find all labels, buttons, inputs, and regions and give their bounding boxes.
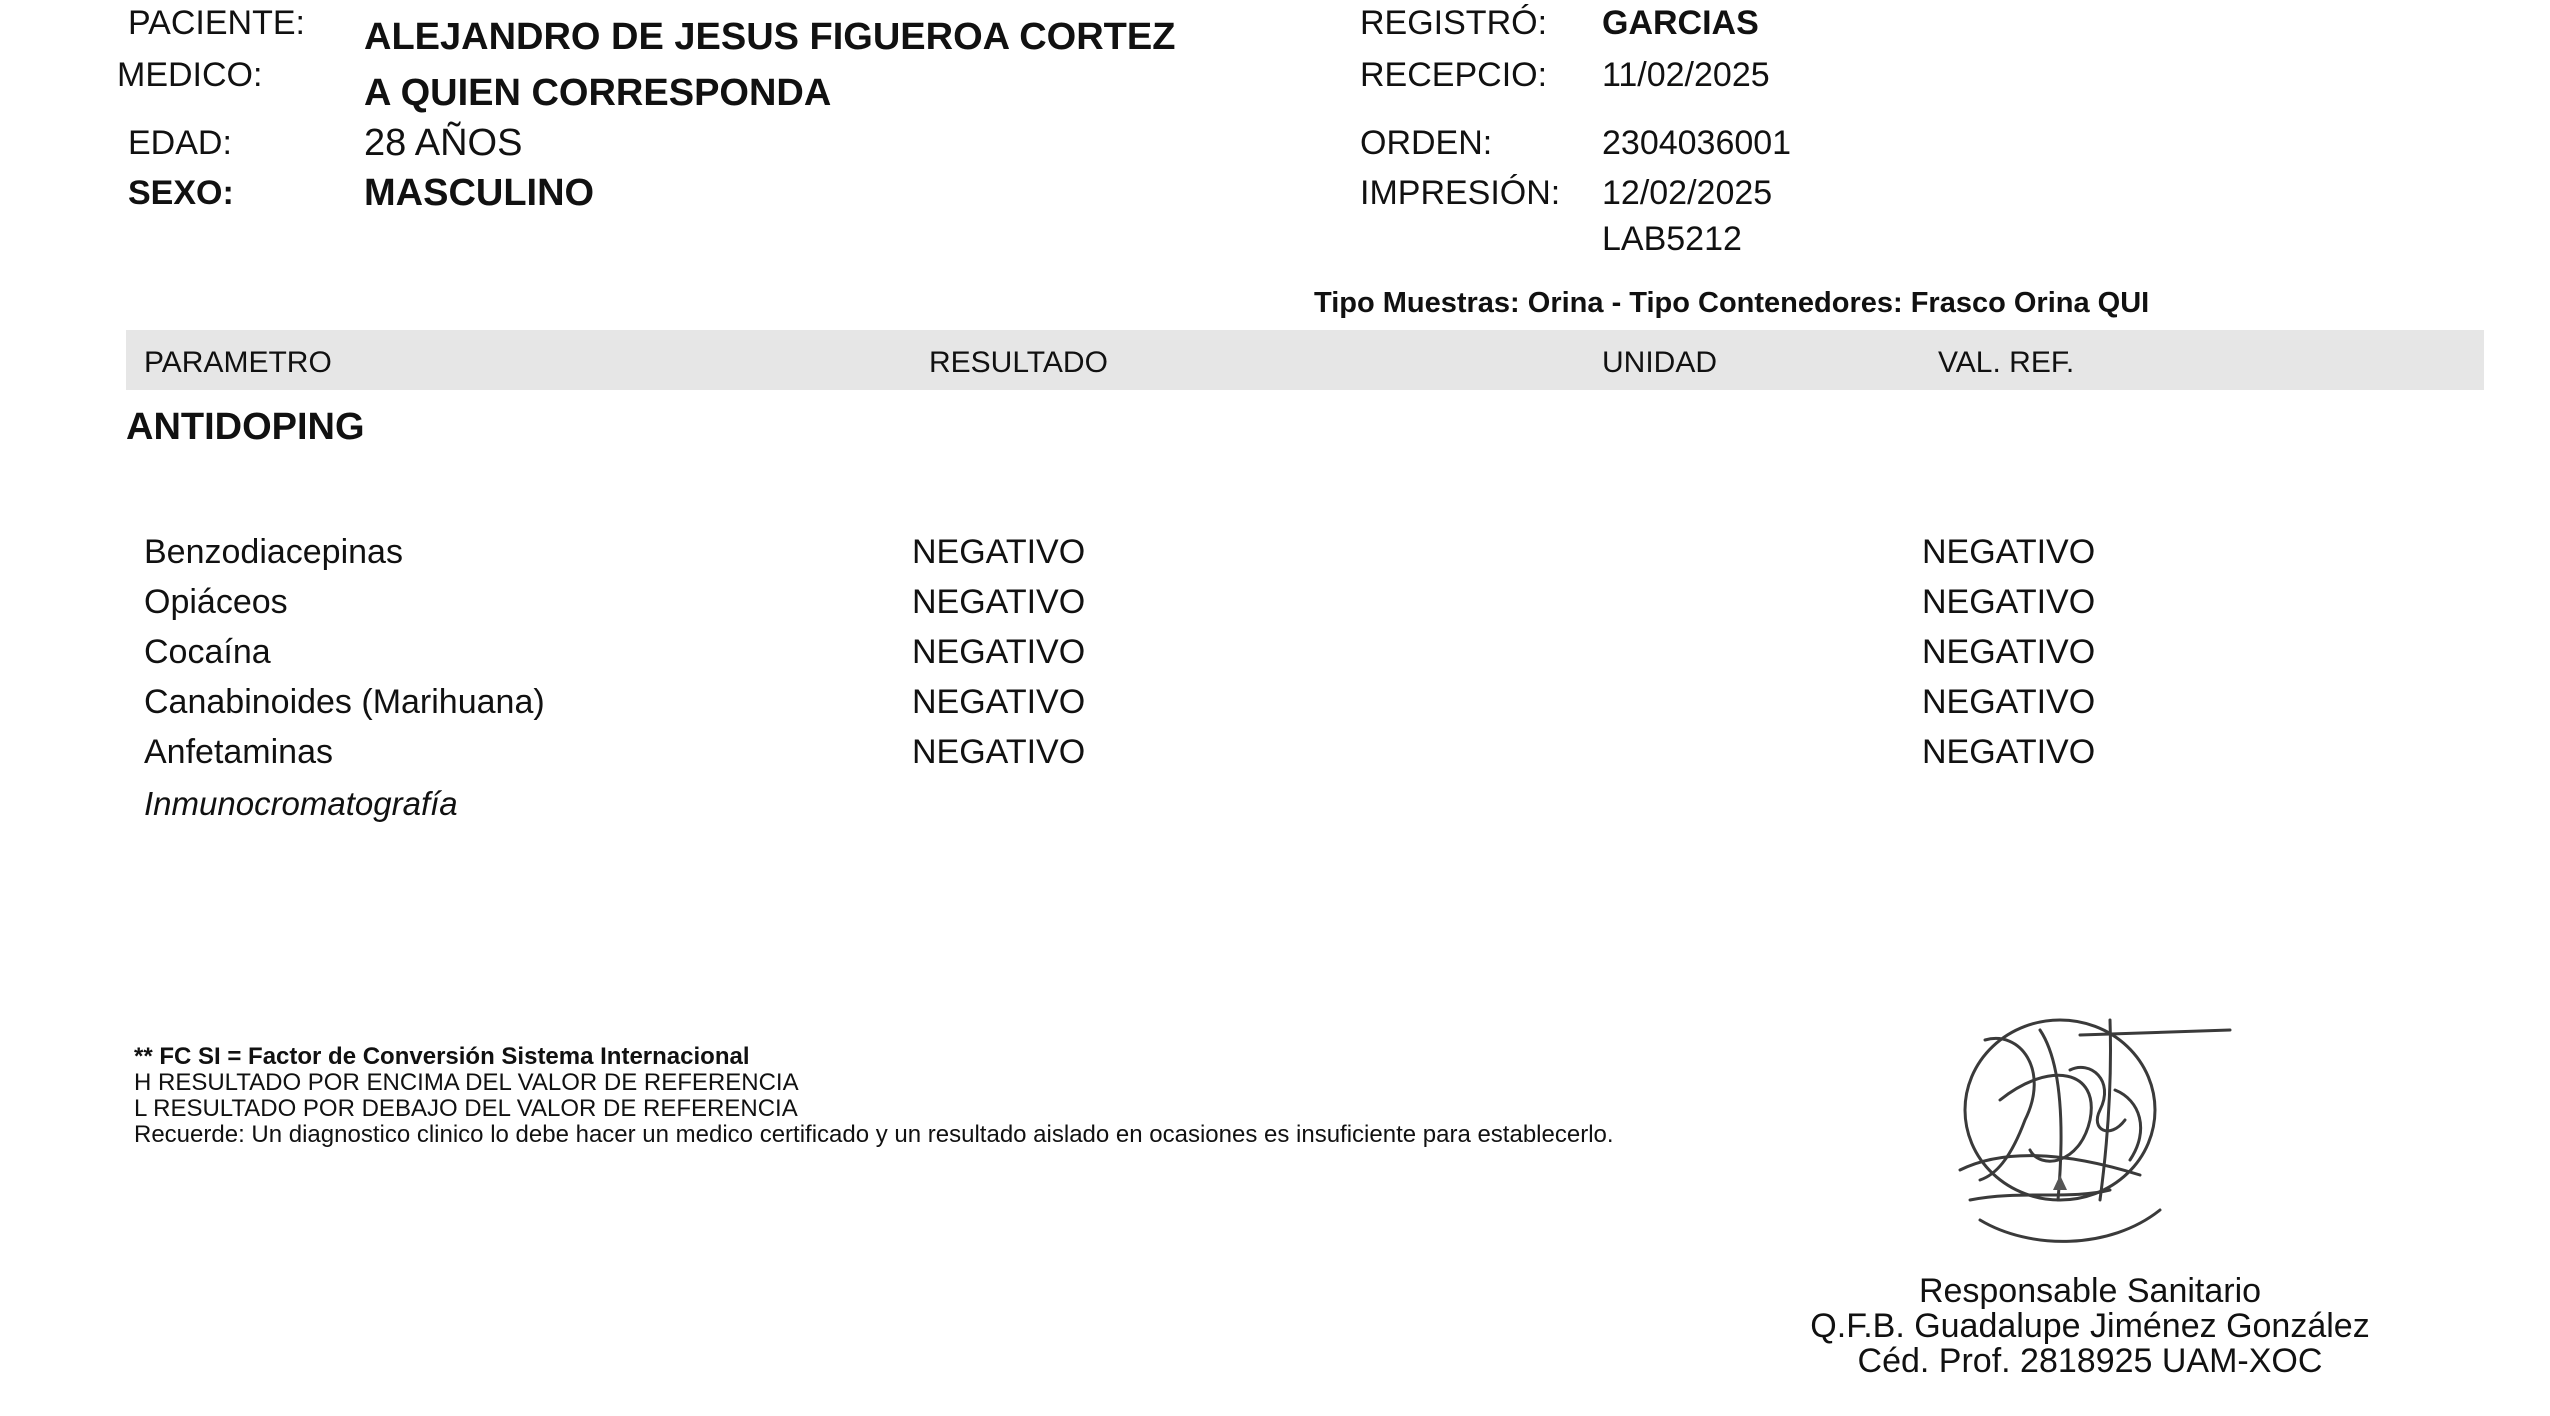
parameter-cell: Opiáceos — [144, 583, 288, 621]
table-row — [0, 583, 2550, 633]
table-row — [0, 683, 2550, 733]
reference-cell: NEGATIVO — [1922, 683, 2096, 721]
column-header-parameter: PARAMETRO — [144, 346, 332, 379]
printed-value: 12/02/2025 — [1602, 174, 1773, 212]
footnote-low: L RESULTADO POR DEBAJO DEL VALOR DE REFERENCIA — [134, 1095, 798, 1122]
result-cell: NEGATIVO — [912, 533, 1086, 571]
table-row — [0, 633, 2550, 683]
reference-cell: NEGATIVO — [1922, 533, 2096, 571]
registered-value: GARCIAS — [1602, 4, 1759, 42]
column-header-result: RESULTADO — [929, 346, 1108, 379]
reference-cell: NEGATIVO — [1922, 583, 2096, 621]
patient-name: ALEJANDRO DE JESUS FIGUEROA CORTEZ — [364, 16, 1176, 58]
lab-code: LAB5212 — [1602, 220, 1742, 258]
column-header-unit: UNIDAD — [1602, 346, 1718, 379]
results-table-header — [126, 330, 2484, 390]
order-value: 2304036001 — [1602, 124, 1792, 162]
signer-block — [1780, 1274, 2400, 1379]
signer-name: Q.F.B. Guadalupe Jiménez González — [1810, 1307, 2370, 1345]
parameter-cell: Canabinoides (Marihuana) — [144, 683, 545, 721]
section-title: ANTIDOPING — [126, 406, 365, 448]
sex-label: SEXO: — [128, 174, 234, 212]
doctor-name: A QUIEN CORRESPONDA — [364, 72, 832, 114]
doctor-label: MEDICO: — [117, 56, 263, 94]
sample-info: Tipo Muestras: Orina - Tipo Contenedores: Frasco Orina QUI — [1314, 287, 2150, 319]
patient-label: PACIENTE: — [128, 4, 305, 42]
order-label: ORDEN: — [1360, 124, 1493, 162]
age-value: 28 AÑOS — [364, 122, 523, 164]
footnote-conversion: ** FC SI = Factor de Conversión Sistema Internacional — [134, 1043, 750, 1070]
column-header-reference: VAL. REF. — [1938, 346, 2075, 379]
method-note: Inmunocromatografía — [144, 785, 458, 822]
parameter-cell: Anfetaminas — [144, 733, 333, 771]
received-value: 11/02/2025 — [1602, 56, 1770, 94]
parameter-cell: Benzodiacepinas — [144, 533, 403, 571]
footnote-high: H RESULTADO POR ENCIMA DEL VALOR DE REFERENCIA — [134, 1069, 799, 1096]
signer-license: Céd. Prof. 2818925 UAM-XOC — [1857, 1342, 2323, 1380]
result-cell: NEGATIVO — [912, 733, 1086, 771]
signer-title: Responsable Sanitario — [1918, 1272, 2262, 1310]
table-row — [0, 533, 2550, 583]
received-label: RECEPCIO: — [1360, 56, 1548, 94]
result-cell: NEGATIVO — [912, 633, 1086, 671]
signature-image — [1940, 1000, 2240, 1260]
footnote-disclaimer: Recuerde: Un diagnostico clinico lo debe hacer un medico certificado y un resultado aislado en ocasiones es insuficiente para establecerlo. — [134, 1121, 1614, 1148]
reference-cell: NEGATIVO — [1922, 633, 2096, 671]
footnotes — [134, 1044, 1614, 1148]
printed-label: IMPRESIÓN: — [1360, 174, 1561, 212]
parameter-cell: Cocaína — [144, 633, 271, 671]
age-label: EDAD: — [128, 124, 232, 162]
reference-cell: NEGATIVO — [1922, 733, 2096, 771]
sex-value: MASCULINO — [364, 172, 595, 214]
table-row — [0, 733, 2550, 783]
result-cell: NEGATIVO — [912, 683, 1086, 721]
registered-label: REGISTRÓ: — [1360, 4, 1548, 42]
result-cell: NEGATIVO — [912, 583, 1086, 621]
